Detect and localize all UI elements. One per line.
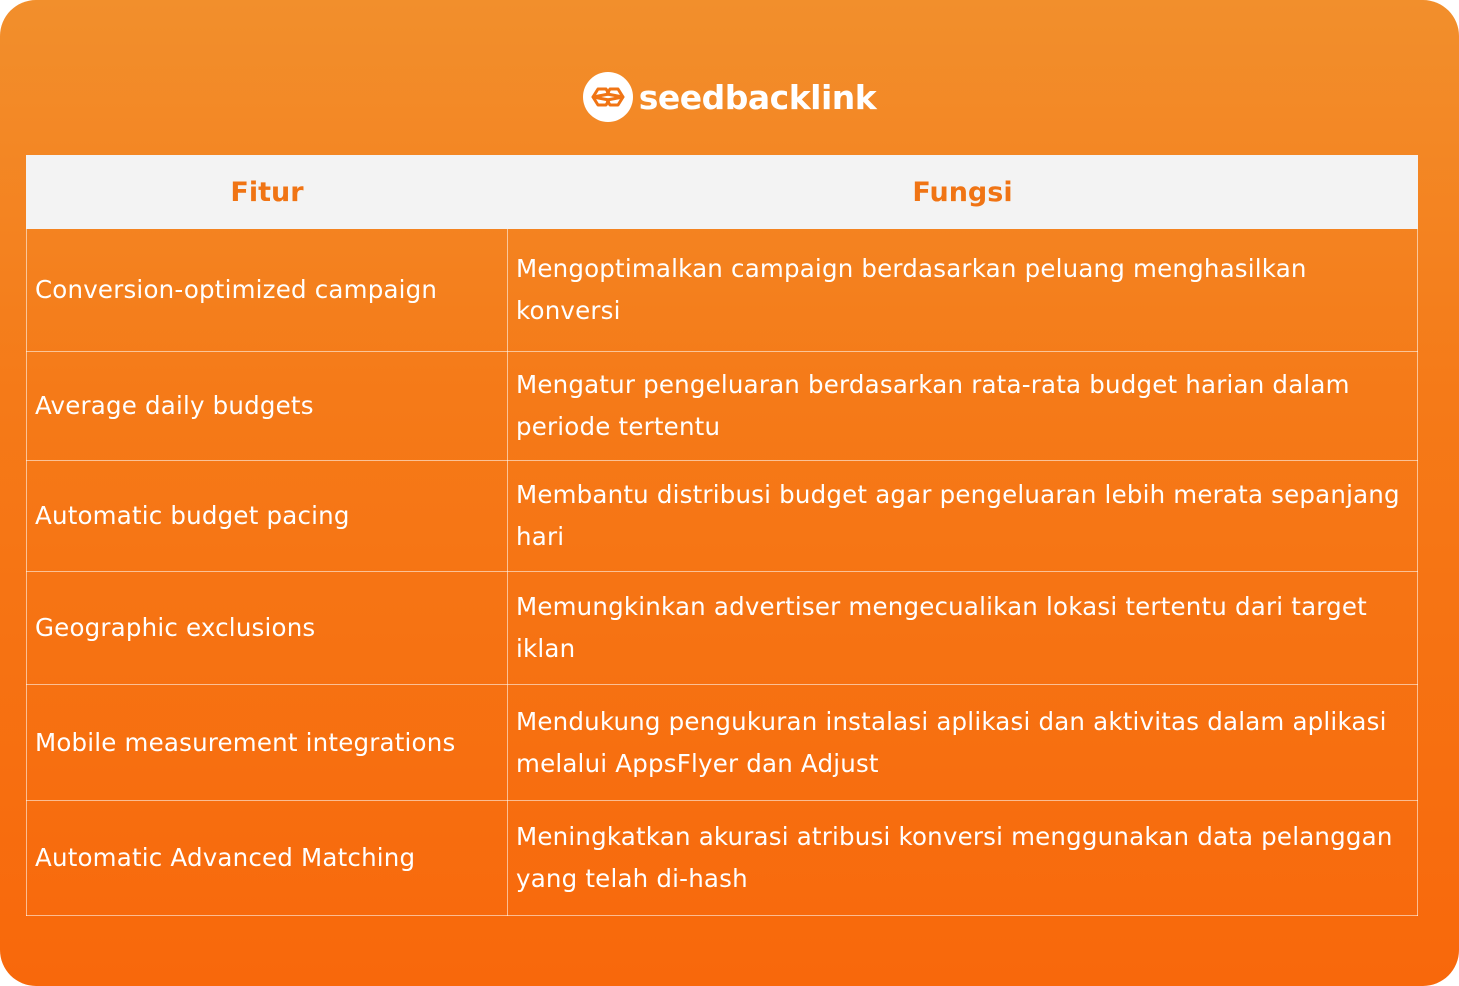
table-row: [27, 685, 1418, 801]
function-cell: Memungkinkan advertiser mengecualikan lokasi tertentu dari target iklan: [508, 572, 1418, 685]
table-row: [27, 801, 1418, 916]
table-row: [27, 461, 1418, 572]
column-header-fungsi: Fungsi: [508, 156, 1418, 229]
function-cell: Mengoptimalkan campaign berdasarkan peluang menghasilkan konversi: [508, 229, 1418, 352]
function-cell: Mendukung pengukuran instalasi aplikasi dan aktivitas dalam aplikasi melalui AppsFlyer dan Adjust: [508, 685, 1418, 801]
chain-link-icon: [583, 72, 633, 122]
feature-cell: Average daily budgets: [27, 352, 508, 461]
column-header-fitur: Fitur: [27, 156, 508, 229]
table-row: [27, 572, 1418, 685]
feature-cell: Conversion-optimized campaign: [27, 229, 508, 352]
feature-cell: Automatic Advanced Matching: [27, 801, 508, 916]
function-cell: Meningkatkan akurasi atribusi konversi menggunakan data pelanggan yang telah di-hash: [508, 801, 1418, 916]
feature-cell: Automatic budget pacing: [27, 461, 508, 572]
table-row: [27, 229, 1418, 352]
brand-logo: [0, 70, 1459, 124]
function-cell: Membantu distribusi budget agar pengeluaran lebih merata sepanjang hari: [508, 461, 1418, 572]
feature-cell: Geographic exclusions: [27, 572, 508, 685]
features-table: [26, 155, 1418, 916]
feature-cell: Mobile measurement integrations: [27, 685, 508, 801]
function-cell: Mengatur pengeluaran berdasarkan rata-rata budget harian dalam periode tertentu: [508, 352, 1418, 461]
table-row: [27, 352, 1418, 461]
brand-name: seedbacklink: [638, 77, 877, 117]
table-header-row: [27, 156, 1418, 229]
